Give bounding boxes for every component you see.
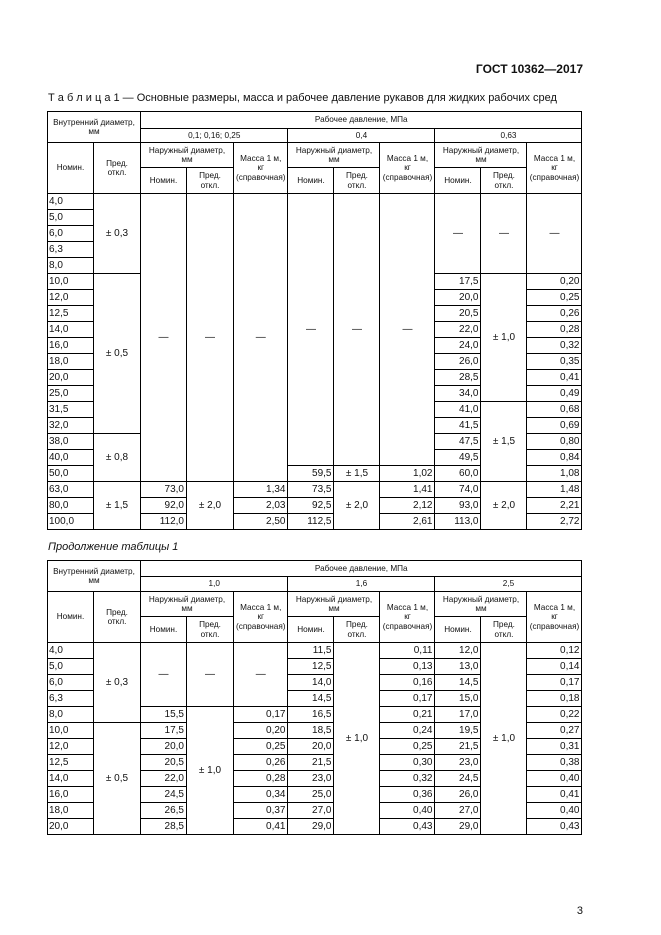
table-cell: 26,0 bbox=[435, 354, 481, 370]
table-cell: 0,16 bbox=[380, 675, 435, 691]
table-cell: 63,0 bbox=[48, 482, 94, 498]
nom-header: Номин. bbox=[435, 617, 481, 643]
table-cell: 0,40 bbox=[527, 803, 582, 819]
table-cell: 4,0 bbox=[48, 194, 94, 210]
table-cell: 17,0 bbox=[435, 707, 481, 723]
table-cell: 20,5 bbox=[141, 755, 187, 771]
table-cell: 0,31 bbox=[527, 739, 582, 755]
table-cell: 20,0 bbox=[48, 370, 94, 386]
table-cell: ± 1,5 bbox=[481, 402, 527, 482]
table-cell: 12,0 bbox=[48, 290, 94, 306]
table-cell: 0,37 bbox=[234, 803, 288, 819]
table-cell: 60,0 bbox=[435, 466, 481, 482]
table-cell: 22,0 bbox=[141, 771, 187, 787]
table-cell: 0,38 bbox=[527, 755, 582, 771]
table-cell: 0,12 bbox=[527, 643, 582, 659]
pressure-header: Рабочее давление, МПа bbox=[141, 561, 582, 577]
table-cell: 0,22 bbox=[527, 707, 582, 723]
table-cell: 0,27 bbox=[527, 723, 582, 739]
table-cell: 12,5 bbox=[48, 755, 94, 771]
dev-header: Пред. откл. bbox=[94, 143, 141, 194]
outer-diameter-header: Наружный диаметр, мм bbox=[435, 592, 527, 617]
table-cell: ± 0,3 bbox=[94, 194, 141, 274]
table-cell: 0,28 bbox=[234, 771, 288, 787]
table-cell: 0,14 bbox=[527, 659, 582, 675]
outer-diameter-header: Наружный диаметр, мм bbox=[141, 143, 234, 168]
table-cell: 0,24 bbox=[380, 723, 435, 739]
table-cell: 19,5 bbox=[435, 723, 481, 739]
pressure-group-3: 0,63 bbox=[435, 129, 582, 143]
table-cell: — bbox=[187, 643, 234, 707]
table-cell: 113,0 bbox=[435, 514, 481, 530]
table-cell: 41,0 bbox=[435, 402, 481, 418]
table-cell: 25,0 bbox=[288, 787, 334, 803]
table-cell: 0,28 bbox=[527, 322, 582, 338]
table-cell: — bbox=[187, 194, 234, 482]
table-cell: 1,41 bbox=[380, 482, 435, 498]
nom-header: Номин. bbox=[48, 592, 94, 643]
table-cell: 2,61 bbox=[380, 514, 435, 530]
table-cell: 2,12 bbox=[380, 498, 435, 514]
table-cell: 5,0 bbox=[48, 210, 94, 226]
table-cell: 0,41 bbox=[527, 370, 582, 386]
dev-header: Пред. откл. bbox=[334, 168, 380, 194]
table-cell: — bbox=[234, 194, 288, 482]
nom-header: Номин. bbox=[288, 168, 334, 194]
table-cell: 0,36 bbox=[380, 787, 435, 803]
table-cell: 0,25 bbox=[234, 739, 288, 755]
table-cell: 29,0 bbox=[435, 819, 481, 835]
table-cell: 0,20 bbox=[234, 723, 288, 739]
table-cell: — bbox=[527, 194, 582, 274]
table-cell: — bbox=[141, 643, 187, 707]
table-cell: 100,0 bbox=[48, 514, 94, 530]
table-cell: ± 1,0 bbox=[187, 707, 234, 835]
table-cell: 0,13 bbox=[380, 659, 435, 675]
table-cell: 47,5 bbox=[435, 434, 481, 450]
pressure-group-3: 2,5 bbox=[435, 577, 582, 592]
table-cell: 50,0 bbox=[48, 466, 94, 482]
table-cell: ± 1,0 bbox=[481, 643, 527, 835]
table-cell: 2,03 bbox=[234, 498, 288, 514]
table-cell: 24,5 bbox=[141, 787, 187, 803]
table-cell: 2,21 bbox=[527, 498, 582, 514]
table-cell: 34,0 bbox=[435, 386, 481, 402]
table-cell: 0,40 bbox=[527, 771, 582, 787]
table-cell: 18,0 bbox=[48, 803, 94, 819]
dev-header: Пред. откл. bbox=[187, 168, 234, 194]
table-cell: 5,0 bbox=[48, 659, 94, 675]
table-cell: 0,20 bbox=[527, 274, 582, 290]
table-cell: 22,0 bbox=[435, 322, 481, 338]
table-cell: 14,5 bbox=[435, 675, 481, 691]
table-cell: 32,0 bbox=[48, 418, 94, 434]
table-cell: ± 1,0 bbox=[334, 643, 380, 835]
table-cell: 0,21 bbox=[380, 707, 435, 723]
table-cell: 0,80 bbox=[527, 434, 582, 450]
mass-header: Масса 1 м, кг (справочная) bbox=[527, 592, 582, 643]
mass-header: Масса 1 м, кг (справочная) bbox=[234, 592, 288, 643]
outer-diameter-header: Наружный диаметр, мм bbox=[288, 592, 380, 617]
table-cell: 73,5 bbox=[288, 482, 334, 498]
table-cell: 18,0 bbox=[48, 354, 94, 370]
table-cell: 21,5 bbox=[288, 755, 334, 771]
table-cell: ± 0,5 bbox=[94, 274, 141, 434]
table-cell: 20,0 bbox=[288, 739, 334, 755]
outer-diameter-header: Наружный диаметр, мм bbox=[288, 143, 380, 168]
table-cell: 29,0 bbox=[288, 819, 334, 835]
table-cell: ± 2,0 bbox=[481, 482, 527, 530]
table-cell: 20,0 bbox=[141, 739, 187, 755]
table-cell: 12,5 bbox=[288, 659, 334, 675]
dev-header: Пред. откл. bbox=[94, 592, 141, 643]
table-cell: 15,5 bbox=[141, 707, 187, 723]
table-cell: ± 1,5 bbox=[94, 482, 141, 530]
table-cell: 20,5 bbox=[435, 306, 481, 322]
table-cell: 16,0 bbox=[48, 338, 94, 354]
pressure-group-1: 1,0 bbox=[141, 577, 288, 592]
table-cell: 1,08 bbox=[527, 466, 582, 482]
table-cell: 0,30 bbox=[380, 755, 435, 771]
table-cell: — bbox=[481, 194, 527, 274]
table-cell: 17,5 bbox=[435, 274, 481, 290]
table-cell: — bbox=[435, 194, 481, 274]
table-cell: — bbox=[234, 643, 288, 707]
mass-header: Масса 1 м, кг (справочная) bbox=[380, 592, 435, 643]
table-cell: 25,0 bbox=[48, 386, 94, 402]
table-cell: 11,5 bbox=[288, 643, 334, 659]
table-cell: 0,69 bbox=[527, 418, 582, 434]
table-cell: ± 1,0 bbox=[481, 274, 527, 402]
table-cell: 4,0 bbox=[48, 643, 94, 659]
document-header: ГОСТ 10362—2017 bbox=[475, 62, 583, 76]
table-cell: 8,0 bbox=[48, 707, 94, 723]
table-cell: 24,0 bbox=[435, 338, 481, 354]
dev-header: Пред. откл. bbox=[187, 617, 234, 643]
table-cell: — bbox=[380, 194, 435, 466]
table-cell: 20,0 bbox=[435, 290, 481, 306]
table-cell: 8,0 bbox=[48, 258, 94, 274]
table-cell: — bbox=[141, 194, 187, 482]
table-cell: 14,0 bbox=[288, 675, 334, 691]
table-cell: 49,5 bbox=[435, 450, 481, 466]
table-cell: 16,5 bbox=[288, 707, 334, 723]
table-cell: 92,0 bbox=[141, 498, 187, 514]
nom-header: Номин. bbox=[48, 143, 94, 194]
table-cell: 17,5 bbox=[141, 723, 187, 739]
table-cell: 0,43 bbox=[380, 819, 435, 835]
table-1-continued bbox=[47, 560, 582, 835]
table-cell: ± 0,8 bbox=[94, 434, 141, 482]
table-cell: 41,5 bbox=[435, 418, 481, 434]
table-cell: 6,0 bbox=[48, 226, 94, 242]
table-cell: 27,0 bbox=[435, 803, 481, 819]
table-cell: 14,0 bbox=[48, 322, 94, 338]
table-cell: 26,5 bbox=[141, 803, 187, 819]
table-cell: 0,34 bbox=[234, 787, 288, 803]
table-cell: 112,0 bbox=[141, 514, 187, 530]
mass-header: Масса 1 м, кг (справочная) bbox=[527, 143, 582, 194]
table-cell: 10,0 bbox=[48, 723, 94, 739]
table-cell: 0,68 bbox=[527, 402, 582, 418]
table-cell: 16,0 bbox=[48, 787, 94, 803]
table-cell: 93,0 bbox=[435, 498, 481, 514]
table-cell: 12,0 bbox=[435, 643, 481, 659]
table-cell: 0,41 bbox=[527, 787, 582, 803]
table-cell: ± 2,0 bbox=[187, 482, 234, 530]
table-cell: 6,3 bbox=[48, 691, 94, 707]
table-cell: 6,0 bbox=[48, 675, 94, 691]
outer-diameter-header: Наружный диаметр, мм bbox=[435, 143, 527, 168]
dev-header: Пред. откл. bbox=[334, 617, 380, 643]
table-cell: 31,5 bbox=[48, 402, 94, 418]
table-cell: 0,17 bbox=[234, 707, 288, 723]
table-cell: 0,41 bbox=[234, 819, 288, 835]
outer-diameter-header: Наружный диаметр, мм bbox=[141, 592, 234, 617]
mass-header: Масса 1 м, кг (справочная) bbox=[234, 143, 288, 194]
table-cell: 0,26 bbox=[234, 755, 288, 771]
table-cell: 27,0 bbox=[288, 803, 334, 819]
table-cell: 1,34 bbox=[234, 482, 288, 498]
table-cell: 12,0 bbox=[48, 739, 94, 755]
table-cell: 1,02 bbox=[380, 466, 435, 482]
table-cell: 21,5 bbox=[435, 739, 481, 755]
table-cell: 0,84 bbox=[527, 450, 582, 466]
table-cell: 28,5 bbox=[141, 819, 187, 835]
table-cell: 112,5 bbox=[288, 514, 334, 530]
table-cell: 74,0 bbox=[435, 482, 481, 498]
table-cell: 14,0 bbox=[48, 771, 94, 787]
table-cell: ± 1,5 bbox=[334, 466, 380, 482]
inner-diameter-header: Внутренний диаметр, мм bbox=[48, 112, 141, 143]
table-cell: — bbox=[334, 194, 380, 466]
table-cell: 10,0 bbox=[48, 274, 94, 290]
table-cell: 24,5 bbox=[435, 771, 481, 787]
pressure-group-1: 0,1; 0,16; 0,25 bbox=[141, 129, 288, 143]
table-cell: 0,32 bbox=[527, 338, 582, 354]
table-cell: 15,0 bbox=[435, 691, 481, 707]
table-cell: 0,17 bbox=[380, 691, 435, 707]
table-cell: ± 0,3 bbox=[94, 643, 141, 723]
table-cell: 13,0 bbox=[435, 659, 481, 675]
pressure-group-2: 0,4 bbox=[288, 129, 435, 143]
table-cell: 0,49 bbox=[527, 386, 582, 402]
table-cell: 0,11 bbox=[380, 643, 435, 659]
table-cell: 73,0 bbox=[141, 482, 187, 498]
inner-diameter-header: Внутренний диаметр, мм bbox=[48, 561, 141, 592]
table-cell: 40,0 bbox=[48, 450, 94, 466]
nom-header: Номин. bbox=[141, 617, 187, 643]
table-cell: 0,26 bbox=[527, 306, 582, 322]
table-cell: ± 2,0 bbox=[334, 482, 380, 530]
table-cell: 0,25 bbox=[527, 290, 582, 306]
table-cell: 2,72 bbox=[527, 514, 582, 530]
dev-header: Пред. откл. bbox=[481, 617, 527, 643]
table-cell: 0,25 bbox=[380, 739, 435, 755]
table-cell: 1,48 bbox=[527, 482, 582, 498]
nom-header: Номин. bbox=[141, 168, 187, 194]
table-cell: 28,5 bbox=[435, 370, 481, 386]
table-continuation-caption: Продолжение таблицы 1 bbox=[48, 541, 179, 553]
table-cell: 0,32 bbox=[380, 771, 435, 787]
table-cell: 26,0 bbox=[435, 787, 481, 803]
table-cell: 18,5 bbox=[288, 723, 334, 739]
table-caption: Т а б л и ц а 1 — Основные размеры, масса и рабочее давление рукавов для жидких рабочих сред bbox=[48, 92, 557, 104]
table-1 bbox=[47, 111, 582, 530]
pressure-header: Рабочее давление, МПа bbox=[141, 112, 582, 129]
table-cell: 59,5 bbox=[288, 466, 334, 482]
table-cell: 0,43 bbox=[527, 819, 582, 835]
table-cell: 0,35 bbox=[527, 354, 582, 370]
table-cell: ± 0,5 bbox=[94, 723, 141, 835]
page-number: 3 bbox=[576, 905, 583, 917]
nom-header: Номин. bbox=[288, 617, 334, 643]
table-cell: 38,0 bbox=[48, 434, 94, 450]
table-cell: 92,5 bbox=[288, 498, 334, 514]
nom-header: Номин. bbox=[435, 168, 481, 194]
table-cell: 80,0 bbox=[48, 498, 94, 514]
table-cell: — bbox=[288, 194, 334, 466]
table-cell: 14,5 bbox=[288, 691, 334, 707]
table-cell: 20,0 bbox=[48, 819, 94, 835]
dev-header: Пред. откл. bbox=[481, 168, 527, 194]
table-cell: 0,17 bbox=[527, 675, 582, 691]
table-cell: 0,18 bbox=[527, 691, 582, 707]
table-cell: 23,0 bbox=[435, 755, 481, 771]
table-cell: 2,50 bbox=[234, 514, 288, 530]
table-cell: 12,5 bbox=[48, 306, 94, 322]
table-cell: 0,40 bbox=[380, 803, 435, 819]
table-cell: 23,0 bbox=[288, 771, 334, 787]
mass-header: Масса 1 м, кг (справочная) bbox=[380, 143, 435, 194]
pressure-group-2: 1,6 bbox=[288, 577, 435, 592]
table-cell: 6,3 bbox=[48, 242, 94, 258]
